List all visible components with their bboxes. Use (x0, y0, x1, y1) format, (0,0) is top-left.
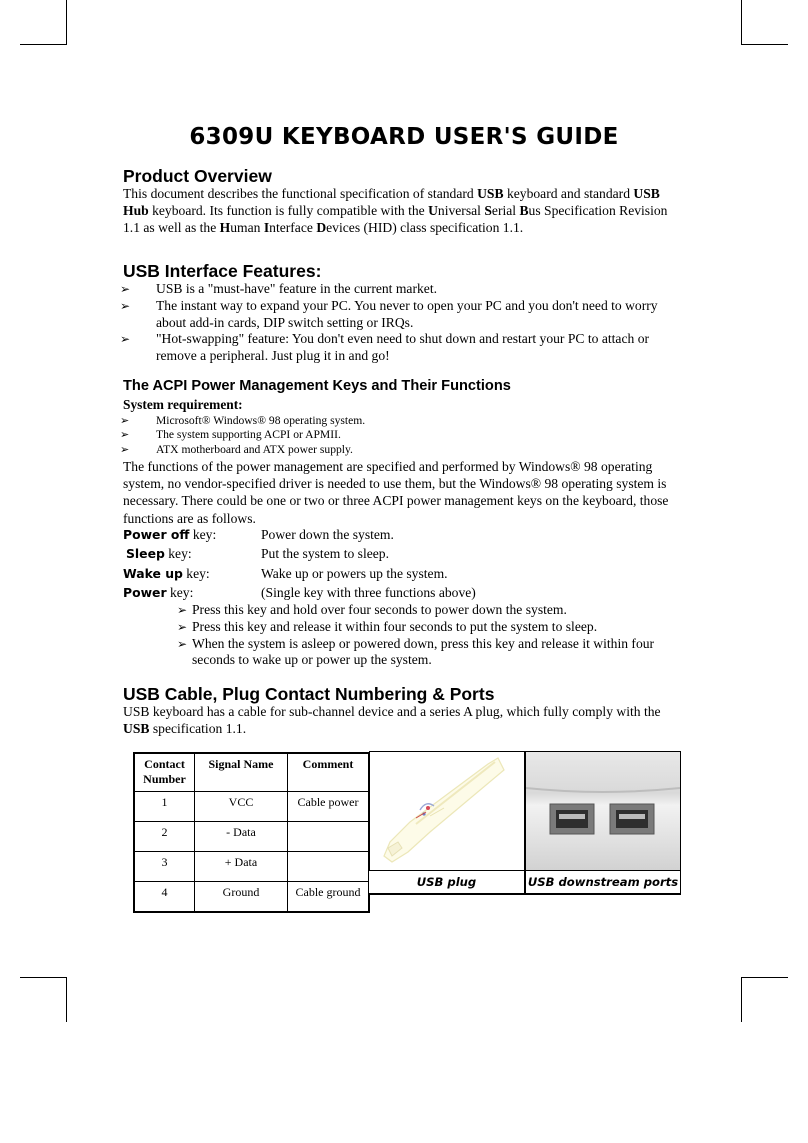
table-header: Signal Name (195, 753, 288, 792)
key-row-power-off: Power off key: Power down the system. (123, 527, 394, 542)
table-row: 2 - Data (134, 822, 369, 852)
table-row: 4 Ground Cable ground (134, 882, 369, 913)
table-header: Contact Number (134, 753, 195, 792)
requirements-list (120, 414, 685, 457)
acpi-heading: The ACPI Power Management Keys and Their Functions (123, 378, 511, 394)
crop-mark-bottom-left-v (66, 977, 67, 1022)
crop-mark-bottom-right-v (741, 977, 742, 1022)
crop-mark-top-right-v (741, 0, 742, 45)
arrow-bullet-icon: ➢ (177, 636, 188, 651)
overview-paragraph: This document describes the functional specification of standard USB keyboard and standard USB Hub keyboard. Its function is fully compatible with the Universal Serial Bus Specification Revision 1.1 as well as the Human Interface Devices (HID) class specification 1.1. (123, 186, 668, 235)
list-item: ➢ ATX motherboard and ATX power supply. (120, 442, 353, 456)
list-item: ➢ The instant way to expand your PC. You never to open your PC and you don't need to worry about add-in cards, DIP switch setting or IRQs. (120, 297, 658, 330)
list-item: ➢ "Hot-swapping" feature: You don't even need to shut down and restart your PC to attach or remove a peripheral. Just plug it in and go! (120, 331, 650, 364)
key-row-sleep: Sleep key: Put the system to sleep. (126, 546, 389, 561)
usb-ports-illustration (526, 752, 680, 870)
table-row: 3 + Data (134, 852, 369, 882)
cable-paragraph: USB keyboard has a cable for sub-channel device and a series A plug, which fully comply with the USB specification 1.1. (123, 704, 661, 736)
power-functions-list (123, 602, 685, 669)
crop-mark-bottom-left-h (20, 977, 67, 978)
system-requirement-label: System requirement: (123, 397, 243, 412)
usb-ports-caption: USB downstream ports (525, 870, 681, 895)
arrow-bullet-icon: ➢ (177, 619, 188, 634)
list-item: ➢ When the system is asleep or powered down, press this key and release it within four seconds to wake up or power up the system. (177, 635, 655, 668)
arrow-bullet-icon: ➢ (120, 443, 130, 456)
list-item: ➢ Press this key and hold over four seconds to power down the system. (177, 602, 567, 617)
cable-heading: USB Cable, Plug Contact Numbering & Ports (123, 684, 495, 704)
usb-ports-image (525, 751, 681, 871)
list-item: ➢ The system supporting ACPI or APMII. (120, 428, 341, 442)
usb-plug-caption: USB plug (368, 870, 525, 895)
list-item: ➢ Press this key and release it within four seconds to put the system to sleep. (177, 618, 598, 634)
key-row-power: Power key: (Single key with three functions above) (123, 585, 476, 600)
table-row: 1 VCC Cable power (134, 792, 369, 822)
usb-plug-illustration (370, 752, 524, 870)
arrow-bullet-icon: ➢ (120, 332, 131, 347)
arrow-bullet-icon: ➢ (177, 603, 188, 617)
crop-mark-top-left-v (66, 0, 67, 45)
usb-features-heading: USB Interface Features: (123, 261, 322, 281)
document-title: 6309U KEYBOARD USER'S GUIDE (189, 124, 619, 150)
overview-heading: Product Overview (123, 166, 272, 186)
arrow-bullet-icon: ➢ (120, 298, 131, 313)
crop-mark-top-right-h (741, 44, 788, 45)
arrow-bullet-icon: ➢ (120, 282, 131, 296)
table-header: Comment (288, 753, 370, 792)
arrow-bullet-icon: ➢ (120, 429, 130, 442)
contact-table (133, 752, 370, 913)
crop-mark-top-left-h (20, 44, 67, 45)
list-item: ➢ Microsoft® Windows® 98 operating system. (120, 414, 366, 427)
usb-plug-image (369, 751, 525, 871)
key-row-wake-up: Wake up key: Wake up or powers up the system. (123, 566, 448, 581)
acpi-body-paragraph: The functions of the power management are specified and performed by Windows® 98 operating system, no vendor-specified driver is needed to use them, but the Windows® 98 operating system is necessary. There could be one or two or three ACPI power management keys on the keyboard, those functions are as follows. (123, 459, 669, 526)
arrow-bullet-icon: ➢ (120, 415, 130, 427)
crop-mark-bottom-right-h (741, 977, 788, 978)
list-item: ➢ USB is a "must-have" feature in the current market. (120, 281, 437, 296)
usb-features-list (120, 281, 685, 365)
